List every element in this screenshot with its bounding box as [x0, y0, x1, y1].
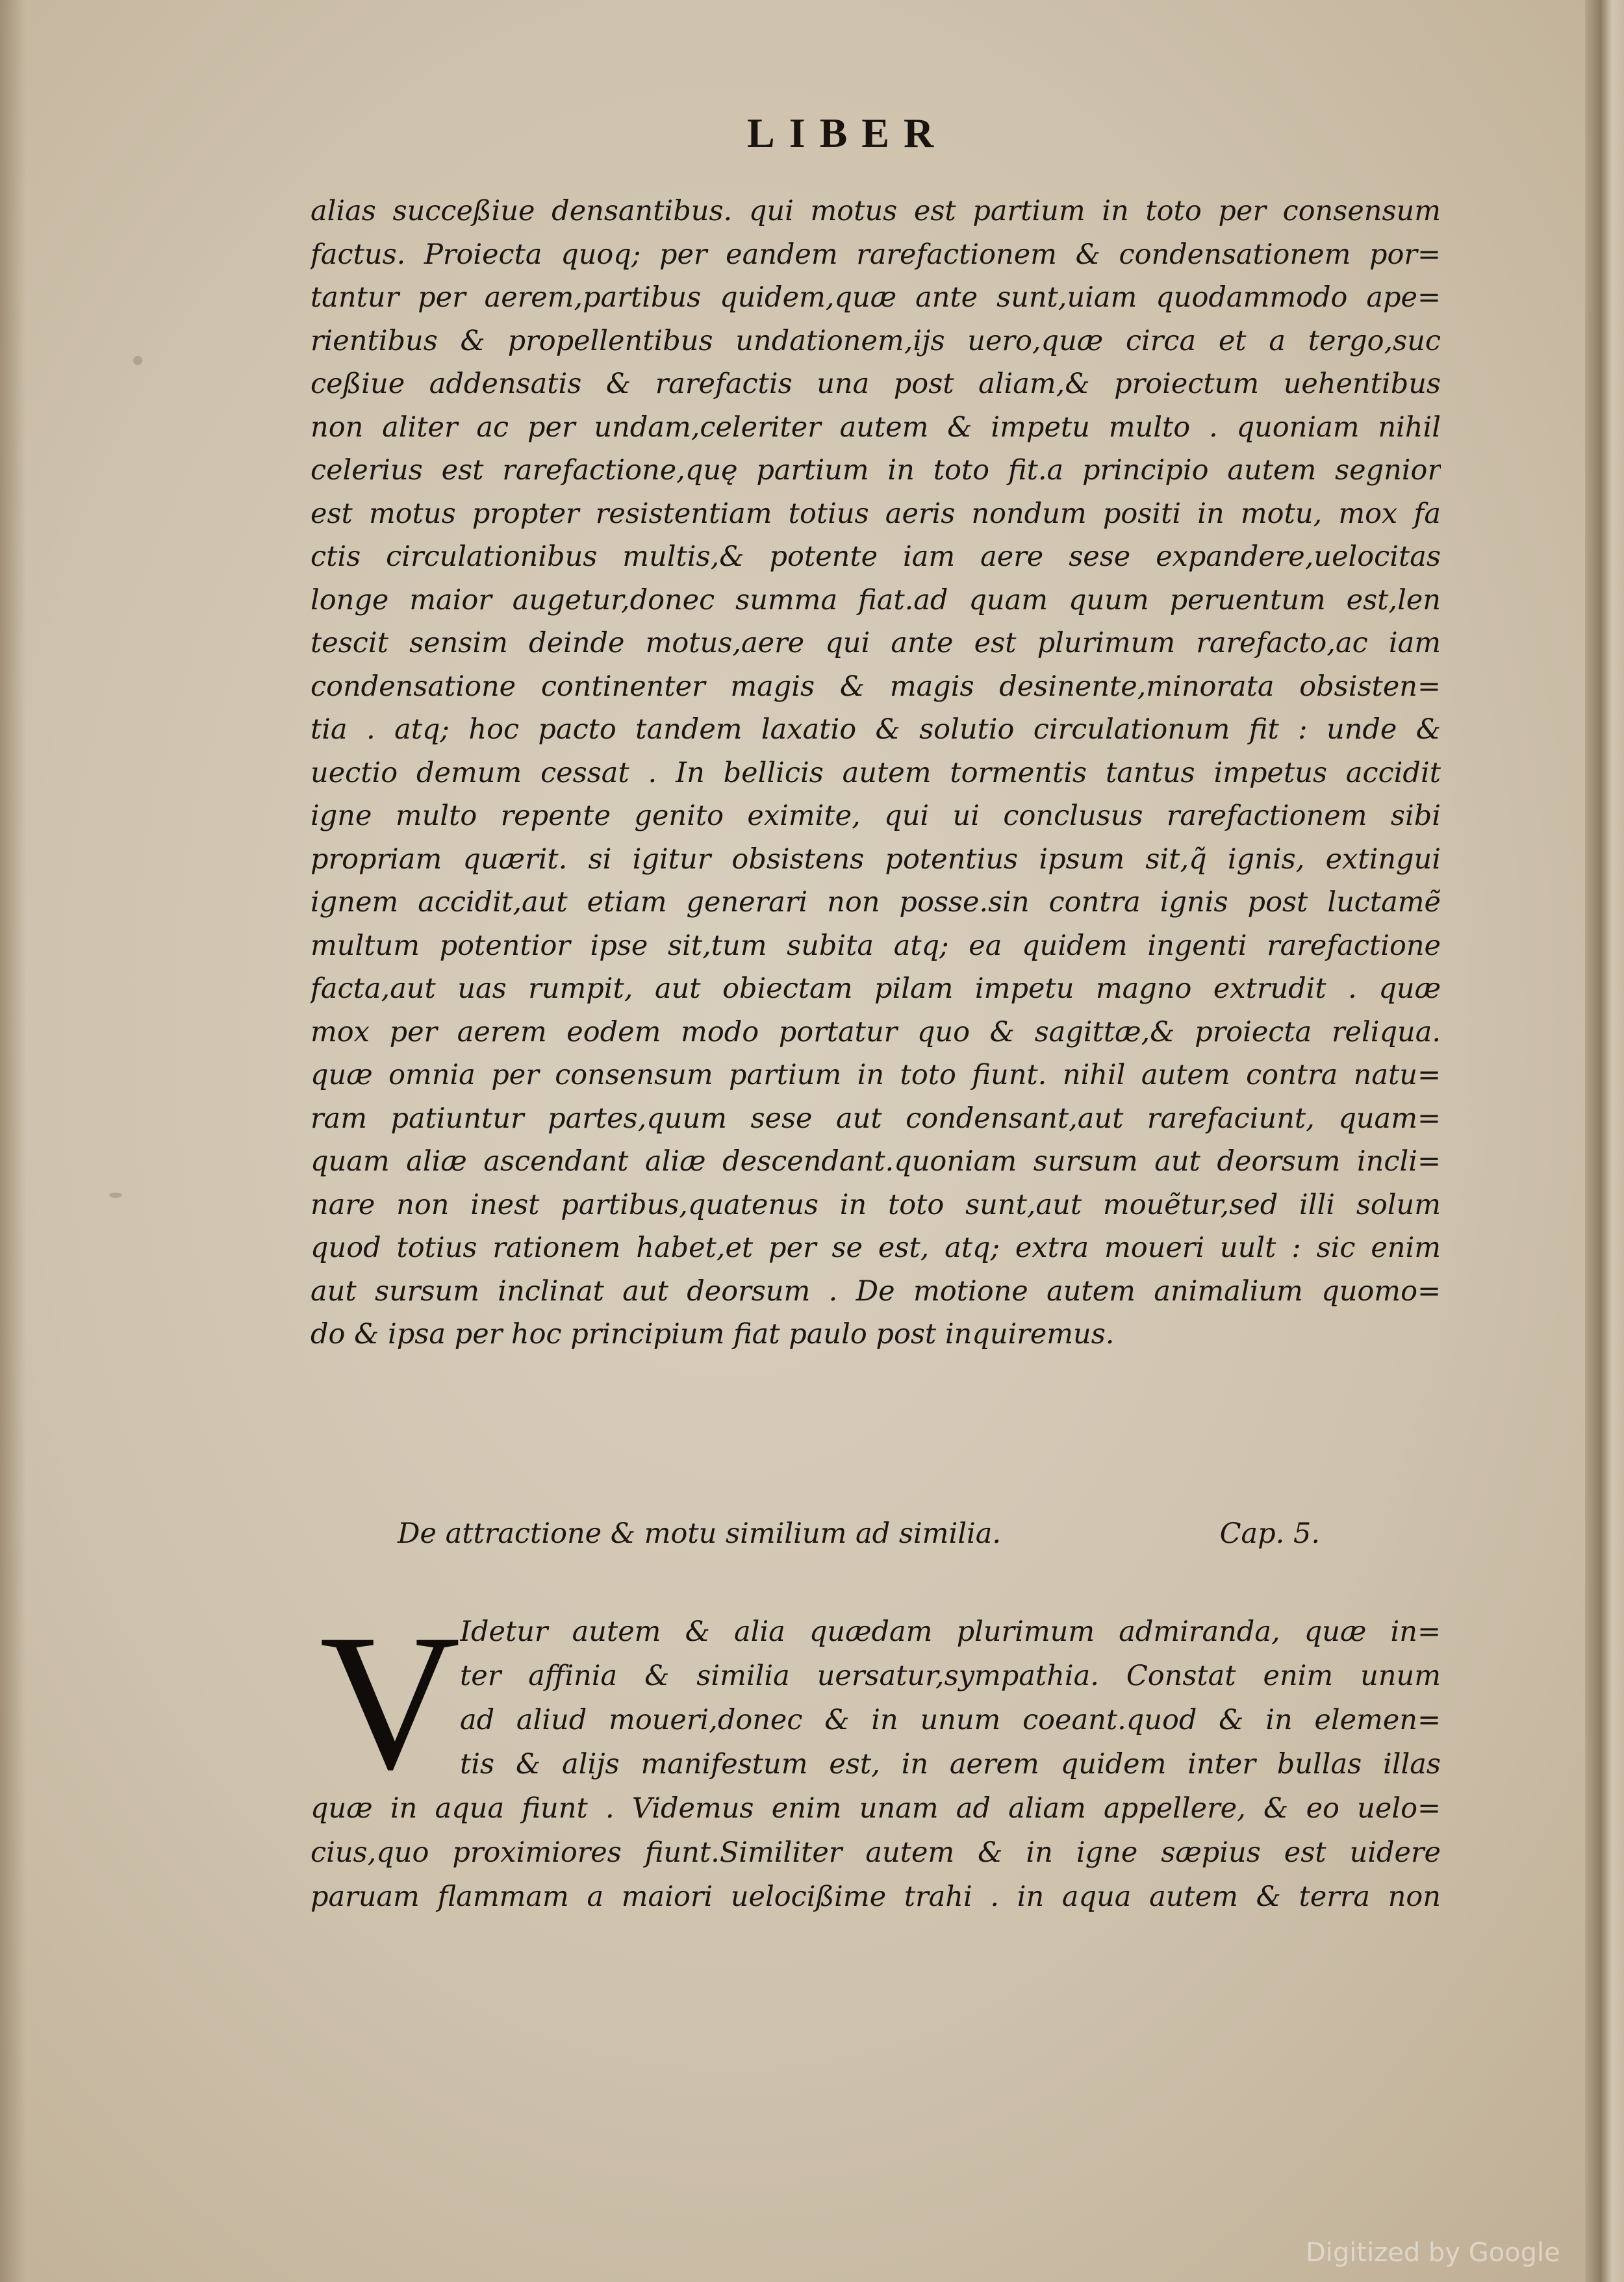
- text-line: quod totius rationem habet,et per se est, atq; extra moueri uult : sic enim: [311, 1232, 1441, 1264]
- text-line: tia . atq; hoc pacto tandem laxatio & solutio circulationum fit : unde &: [311, 713, 1441, 746]
- paragraph-2: [311, 1594, 1441, 1919]
- text-line: longe maior augetur,donec summa fiat.ad quam quum peruentum est,len: [311, 583, 1441, 616]
- text-line: ignem accidit,aut etiam generari non posse.sin contra ignis post luctamẽ: [311, 886, 1441, 919]
- ink-spot: [133, 356, 142, 365]
- digitization-watermark: Digitized by Google: [1306, 2238, 1560, 2268]
- text-line: paruam flammam a maiori uelocißime trahi . in aqua autem & terra non: [311, 1881, 1441, 1913]
- text-line: tantur per aerem,partibus quidem,quæ ante sunt,uiam quodammodo ape=: [311, 281, 1441, 314]
- text-line: ad aliud moueri,donec & in unum coeant.quod & in elemen=: [460, 1704, 1441, 1736]
- text-line: factus. Proiecta quoq; per eandem rarefactionem & condensationem por=: [311, 238, 1441, 271]
- text-line: tescit sensim deinde motus,aere qui ante est plurimum rarefacto,ac iam: [311, 627, 1441, 659]
- text-line: quam aliæ ascendant aliæ descendant.quoniam sursum aut deorsum incli=: [311, 1145, 1441, 1178]
- text-line: aut sursum inclinat aut deorsum . De motione autem animalium quomo=: [311, 1274, 1441, 1308]
- text-line: Idetur autem & alia quædam plurimum admiranda, quæ in=: [460, 1616, 1441, 1648]
- text-line: quæ omnia per consensum partium in toto fiunt. nihil autem contra natu=: [311, 1059, 1441, 1091]
- text-line: cius,quo proximiores fiunt.Similiter autem & in igne sæpius est uidere: [311, 1836, 1441, 1869]
- paragraph-1: [311, 190, 1441, 1356]
- text-line: uectio demum cessat . In bellicis autem tormentis tantus impetus accidit: [311, 756, 1441, 789]
- text-line: facta,aut uas rumpit, aut obiectam pilam impetu magno extrudit . quæ: [311, 972, 1441, 1005]
- text-line: ter affinia & similia uersatur,sympathia. Constat enim unum: [460, 1660, 1441, 1692]
- text-line: mox per aerem eodem modo portatur quo & sagittæ,& proiecta reliqua.: [311, 1015, 1441, 1048]
- text-line: nare non inest partibus,quatenus in toto sunt,aut mouẽtur,sed illi solum: [311, 1188, 1441, 1221]
- text-line: ceßiue addensatis & rarefactis una post aliam,& proiectum uehentibus: [311, 368, 1441, 400]
- text-line: propriam quærit. si igitur obsistens potentius ipsum sit,q̃ ignis, extingui: [311, 843, 1441, 876]
- text-line: celerius est rarefactione,quę partium in toto fit.a principio autem segnior: [311, 454, 1441, 487]
- chapter-title: De attractione & motu similium ad similia.: [398, 1517, 1002, 1550]
- text-line: quæ in aqua fiunt . Videmus enim unam ad aliam appellere, & eo uelo=: [311, 1792, 1441, 1825]
- page-edge: [1585, 0, 1624, 2282]
- page-gutter-shadow: [0, 0, 26, 2282]
- text-line: est motus propter resistentiam totius aeris nondum positi in motu, mox fa: [311, 497, 1441, 530]
- ink-spot: [109, 1193, 122, 1198]
- text-line: tis & alijs manifestum est, in aerem quidem inter bullas illas: [460, 1748, 1441, 1781]
- text-line: ctis circulationibus multis,& potente iam aere sese expandere,uelocitas: [311, 540, 1441, 573]
- text-line: alias succeßiue densantibus. qui motus est partium in toto per consensum: [311, 195, 1441, 227]
- chapter-heading: [398, 1512, 1320, 1555]
- running-head: LIBER: [747, 110, 948, 156]
- drop-cap-initial: V: [320, 1594, 461, 1810]
- text-line: non aliter ac per undam,celeriter autem & impetu multo . quoniam nihil: [311, 411, 1441, 444]
- text-line: condensatione continenter magis & magis desinente,minorata obsisten=: [311, 670, 1441, 703]
- text-line: rientibus & propellentibus undationem,ijs uero,quæ circa et a tergo,suc: [311, 324, 1441, 357]
- text-line: ram patiuntur partes,quum sese aut condensant,aut rarefaciunt, quam=: [311, 1102, 1441, 1135]
- text-line: multum potentior ipse sit,tum subita atq; ea quidem ingenti rarefactione: [311, 929, 1441, 962]
- text-line: igne multo repente genito eximite, qui ui conclusus rarefactionem sibi: [311, 800, 1441, 832]
- chapter-number: Cap. 5.: [1219, 1517, 1320, 1550]
- text-line last-line: do & ipsa per hoc principium fiat paulo post inquiremus.: [311, 1318, 1115, 1350]
